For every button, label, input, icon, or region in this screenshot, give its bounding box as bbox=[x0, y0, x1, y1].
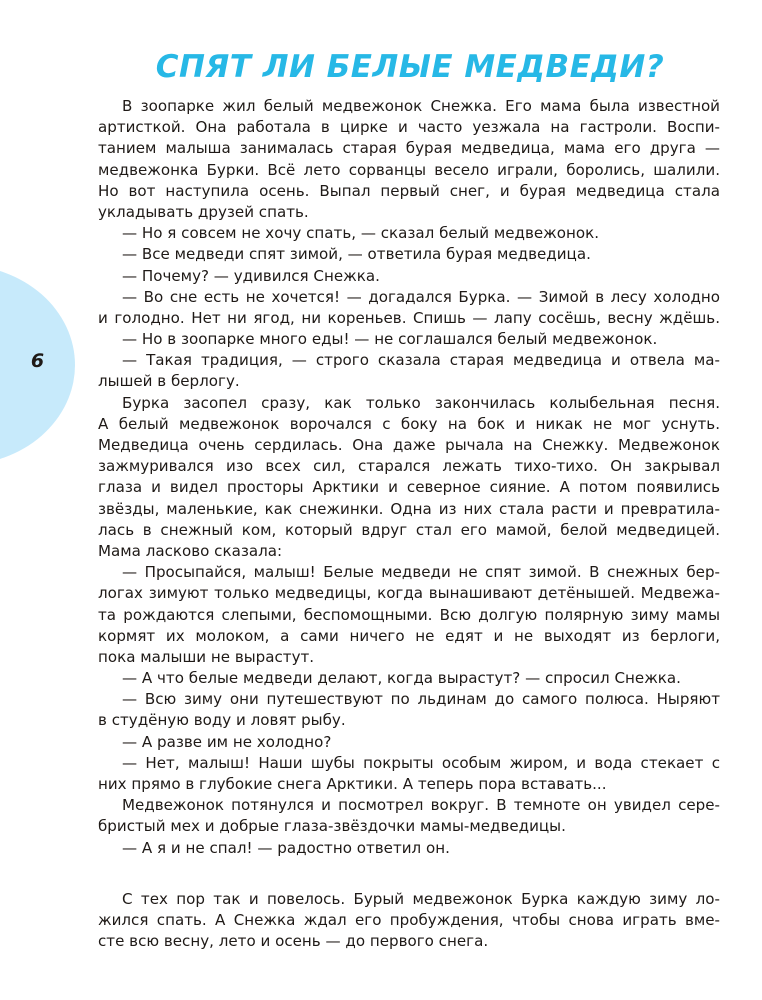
text-line: — Во сне есть не хочется! — догадался Бурка. — Зимой в лесу холодно bbox=[122, 287, 720, 306]
text-line: логах зимуют только медведицы, когда вынашивают детёнышей. Медвежа- bbox=[98, 584, 720, 603]
text-line: сте всю весну, лето и осень — до первого снега. bbox=[98, 932, 489, 951]
page-title: СПЯТ ЛИ БЕЛЫЕ МЕДВЕДИ? bbox=[155, 49, 665, 85]
page-number: 6 bbox=[30, 350, 45, 372]
text-line: — А разве им не холодно? bbox=[122, 732, 332, 751]
text-line: артисткой. Она работала в цирке и часто уезжала на гастроли. Воспи- bbox=[98, 118, 720, 137]
text-line: — Всю зиму они путешествуют по льдинам до самого полюса. Ныряют bbox=[122, 690, 720, 709]
text-line: Бурка засопел сразу, как только закончилась колыбельная песня. bbox=[122, 393, 720, 412]
text-line: и голодно. Нет ни ягод, ни кореньев. Спишь — лапу сосёшь, весну ждёшь. bbox=[98, 308, 720, 327]
text-line: Но вот наступила осень. Выпал первый снег, и бурая медведица стала bbox=[98, 181, 720, 200]
text-line: — Почему? — удивился Снежка. bbox=[122, 266, 380, 285]
text-line: в студёную воду и ловят рыбу. bbox=[98, 711, 346, 730]
paragraph-gap bbox=[98, 859, 720, 889]
text-line: — Все медведи спят зимой, — ответила бурая медведица. bbox=[122, 245, 591, 264]
text-line: танием малыша занималась старая бурая медведица, мама его друга — bbox=[98, 139, 720, 158]
text-line: — Просыпайся, малыш! Белые медведи не спят зимой. В снежных бер- bbox=[122, 563, 720, 582]
dialogue-2 bbox=[98, 562, 720, 795]
text-line: А белый медвежонок ворочался с боку на бок и никак не мог уснуть. bbox=[98, 414, 720, 433]
paragraph-2 bbox=[98, 393, 720, 563]
text-line: — А что белые медведи делают, когда вырастут? — спросил Снежка. bbox=[122, 669, 681, 688]
text-line: укладывать друзей спать. bbox=[98, 202, 309, 221]
text-line: лась в снежный ком, который вдруг стал его мамой, белой медведицей. bbox=[98, 520, 720, 539]
text-line: — Такая традиция, — строго сказала старая медведица и отвела ма- bbox=[122, 351, 720, 370]
text-line: жился спать. А Снежка ждал его пробуждения, чтобы снова играть вме- bbox=[98, 910, 720, 929]
dialogue-1 bbox=[98, 223, 720, 393]
text-line: — Но я совсем не хочу спать, — сказал белый медвежонок. bbox=[122, 224, 600, 243]
paragraph-4 bbox=[98, 889, 720, 953]
text-line: звёзды, маленькие, как снежинки. Одна из них стала расти и превратила- bbox=[98, 499, 720, 518]
text-line: — Но в зоопарке много еды! — не соглашался белый медвежонок. bbox=[122, 330, 658, 349]
text-line: глаза и видел просторы Арктики и северное сияние. А потом появились bbox=[98, 478, 720, 497]
text-line: та рождаются слепыми, беспомощными. Всю долгую полярную зиму мамы bbox=[98, 605, 720, 624]
text-line: бристый мех и добрые глаза-звёздочки мамы-медведицы. bbox=[98, 817, 566, 836]
text-line: медвежонка Бурки. Всё лето сорванцы весело играли, боролись, шалили. bbox=[98, 160, 720, 179]
text-line: Медвежонок потянулся и посмотрел вокруг. В темноте он увидел сере- bbox=[122, 796, 720, 815]
paragraph-1 bbox=[98, 96, 720, 223]
story-text bbox=[98, 96, 720, 952]
text-line: — Нет, малыш! Наши шубы покрыты особым жиром, и вода стекает с bbox=[122, 753, 720, 772]
text-line: пока малыши не вырастут. bbox=[98, 647, 315, 666]
text-line: В зоопарке жил белый медвежонок Снежка. Его мама была известной bbox=[122, 97, 720, 115]
text-line: них прямо в глубокие снега Арктики. А теперь пора вставать... bbox=[98, 775, 607, 793]
paragraph-3 bbox=[98, 795, 720, 859]
text-line: Мама ласково сказала: bbox=[98, 541, 283, 560]
text-line: — А я и не спал! — радостно ответил он. bbox=[122, 838, 450, 857]
text-line: лышей в берлогу. bbox=[98, 372, 240, 391]
text-line: зажмуривался изо всех сил, старался лежать тихо-тихо. Он закрывал bbox=[98, 457, 720, 476]
text-line: кормят их молоком, а сами ничего не едят и не выходят из берлоги, bbox=[98, 626, 720, 645]
text-line: Медведица очень сердилась. Она даже рычала на Снежку. Медвежонок bbox=[98, 436, 720, 454]
text-line: С тех пор так и повелось. Бурый медвежонок Бурка каждую зиму ло- bbox=[122, 889, 720, 908]
